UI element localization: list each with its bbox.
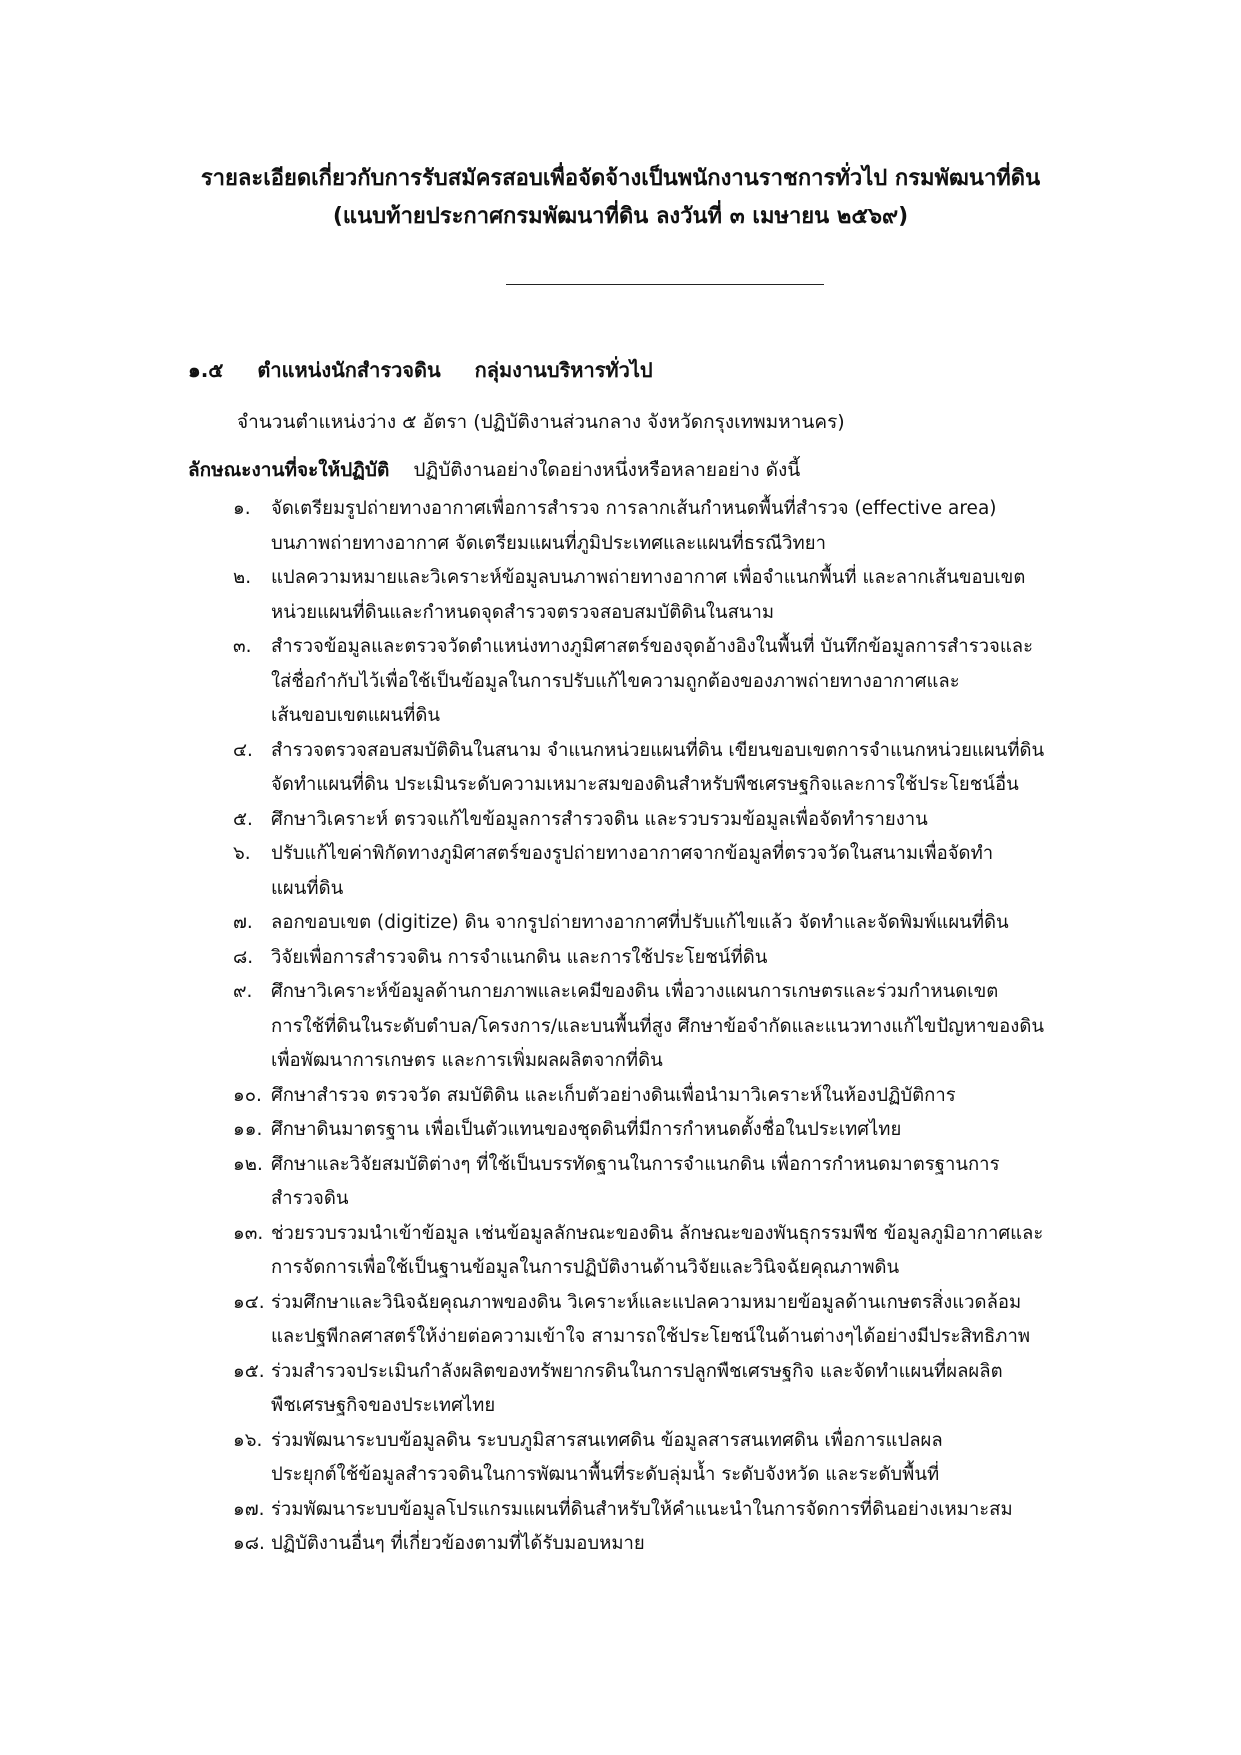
vacancy-text: จำนวนตำแหน่งว่าง ๕ อัตรา (ปฏิบัติงานส่วนกลาง จังหวัดกรุงเทพมหานคร) bbox=[237, 411, 845, 433]
duty-number: ๑. bbox=[233, 498, 251, 519]
duty-text bbox=[271, 941, 1133, 976]
duty-text-line: ลอกขอบเขต (digitize) ดิน จากรูปถ่ายทางอากาศที่ปรับแก้ไขแล้ว จัดทำและจัดพิมพ์แผนที่ดิน bbox=[271, 912, 1009, 933]
duty-text-line: ประยุกต์ใช้ข้อมูลสำรวจดินในการพัฒนาพื้นที่ระดับลุ่มน้ำ ระดับจังหวัด และระดับพื้นที่ bbox=[271, 1464, 940, 1485]
duty-text bbox=[271, 1286, 1133, 1355]
duty-item bbox=[233, 941, 1133, 976]
duty-number: ๑๘. bbox=[233, 1533, 265, 1554]
duty-item bbox=[233, 734, 1133, 803]
duty-text-line: ปรับแก้ไขค่าพิกัดทางภูมิศาสตร์ของรูปถ่ายทางอากาศจากข้อมูลที่ตรวจวัดในสนามเพื่อจัดทำ bbox=[271, 843, 994, 864]
section-heading bbox=[188, 354, 653, 386]
duty-number: ๙. bbox=[233, 981, 253, 1002]
duty-item bbox=[233, 1286, 1133, 1355]
document-title-line1: รายละเอียดเกี่ยวกับการรับสมัครสอบเพื่อจัดจ้างเป็นพนักงานราชการทั่วไป กรมพัฒนาที่ดิน bbox=[200, 166, 1041, 191]
duty-text bbox=[271, 837, 1133, 906]
duty-text-line: เส้นขอบเขตแผนที่ดิน bbox=[271, 705, 441, 726]
duty-text-line: ร่วมสำรวจประเมินกำลังผลิตของทรัพยากรดินในการปลูกพืชเศรษฐกิจ และจัดทำแผนที่ผลผลิต bbox=[271, 1360, 1003, 1382]
duty-number: ๘. bbox=[233, 946, 254, 968]
duty-text-line: ร่วมศึกษาและวินิจฉัยคุณภาพของดิน วิเคราะห์และแปลความหมายข้อมูลด้านเกษตรสิ่งแวดล้อม bbox=[271, 1291, 1022, 1313]
duty-text bbox=[271, 492, 1133, 561]
duty-text bbox=[271, 975, 1133, 1079]
section-number: ๑.๕ bbox=[188, 358, 224, 382]
duty-text-line: บนภาพถ่ายทางอากาศ จัดเตรียมแผนที่ภูมิประเทศและแผนที่ธรณีวิทยา bbox=[271, 532, 826, 554]
duty-text-line: วิจัยเพื่อการสำรวจดิน การจำแนกดิน และการใช้ประโยชน์ที่ดิน bbox=[271, 946, 768, 968]
duty-number: ๑๕. bbox=[233, 1360, 265, 1382]
duty-item bbox=[233, 630, 1133, 734]
duty-text bbox=[271, 906, 1133, 941]
duty-text-line: การใช้ที่ดินในระดับตำบล/โครงการ/และบนพื้นที่สูง ศึกษาข้อจำกัดและแนวทางแก้ไขปัญหาของดิน bbox=[271, 1015, 1044, 1037]
duty-text bbox=[271, 1113, 1133, 1148]
duty-item bbox=[233, 1355, 1133, 1424]
duty-text-line: และปฐพีกลศาสตร์ให้ง่ายต่อความเข้าใจ สามารถใช้ประโยชน์ในด้านต่างๆได้อย่างมีประสิทธิภาพ bbox=[271, 1326, 1031, 1347]
duty-item bbox=[233, 492, 1133, 561]
duties-intro: ปฏิบัติงานอย่างใดอย่างหนึ่งหรือหลายอย่าง ดังนี้ bbox=[413, 459, 801, 481]
duty-text-line: ศึกษาและวิจัยสมบัติต่างๆ ที่ใช้เป็นบรรทัดฐานในการจำแนกดิน เพื่อการกำหนดมาตรฐานการ bbox=[271, 1153, 1000, 1175]
duty-text-line: แผนที่ดิน bbox=[271, 877, 344, 899]
duty-number: ๓. bbox=[233, 636, 252, 657]
duty-number: ๕. bbox=[233, 808, 253, 830]
duty-number: ๒. bbox=[233, 567, 252, 588]
duty-number: ๔. bbox=[233, 739, 253, 761]
duties-heading bbox=[188, 455, 800, 485]
duty-text-line: สำรวจตรวจสอบสมบัติดินในสนาม จำแนกหน่วยแผนที่ดิน เขียนขอบเขตการจำแนกหน่วยแผนที่ดิน bbox=[271, 739, 1045, 761]
duty-text-line: ปฏิบัติงานอื่นๆ ที่เกี่ยวข้องตามที่ได้รับมอบหมาย bbox=[271, 1533, 645, 1554]
duty-text-line: จัดเตรียมรูปถ่ายทางอากาศเพื่อการสำรวจ การลากเส้นกำหนดพื้นที่สำรวจ (effective area) bbox=[271, 498, 997, 519]
duty-text bbox=[271, 1527, 1133, 1562]
duty-text bbox=[271, 1355, 1133, 1424]
duty-item bbox=[233, 561, 1133, 630]
duty-text bbox=[271, 1079, 1133, 1114]
duty-text-line: สำรวจดิน bbox=[271, 1188, 349, 1209]
duty-item bbox=[233, 1079, 1133, 1114]
duty-text bbox=[271, 1217, 1133, 1286]
duty-item bbox=[233, 1217, 1133, 1286]
duty-text-line: ร่วมพัฒนาระบบข้อมูลโปรแกรมแผนที่ดินสำหรับให้คำแนะนำในการจัดการที่ดินอย่างเหมาะสม bbox=[271, 1498, 1013, 1520]
duty-text-line: ศึกษาวิเคราะห์ข้อมูลด้านกายภาพและเคมีของดิน เพื่อวางแผนการเกษตรและร่วมกำหนดเขต bbox=[271, 981, 999, 1002]
duty-number: ๑๑. bbox=[233, 1119, 263, 1140]
duty-item bbox=[233, 1493, 1133, 1528]
duty-item bbox=[233, 906, 1133, 941]
duty-text-line: ศึกษาวิเคราะห์ ตรวจแก้ไขข้อมูลการสำรวจดิน และรวบรวมข้อมูลเพื่อจัดทำรายงาน bbox=[271, 808, 928, 830]
duty-text-line: จัดทำแผนที่ดิน ประเมินระดับความเหมาะสมของดินสำหรับพืชเศรษฐกิจและการใช้ประโยชน์อื่น bbox=[271, 774, 1019, 795]
duty-number: ๗. bbox=[233, 912, 253, 933]
duty-item bbox=[233, 803, 1133, 838]
duty-item bbox=[233, 1527, 1133, 1562]
duty-text-line: แปลความหมายและวิเคราะห์ข้อมูลบนภาพถ่ายทางอากาศ เพื่อจำแนกพื้นที่ และลากเส้นขอบเขต bbox=[271, 567, 1026, 588]
duty-text-line: สำรวจข้อมูลและตรวจวัดตำแหน่งทางภูมิศาสตร์ของจุดอ้างอิงในพื้นที่ บันทึกข้อมูลการสำรวจและ bbox=[271, 636, 1034, 657]
document-title-line2: (แนบท้ายประกาศกรมพัฒนาที่ดิน ลงวันที่ ๓ เมษายน ๒๕๖๙) bbox=[332, 204, 909, 229]
duty-text bbox=[271, 630, 1133, 734]
duty-text-line: เพื่อพัฒนาการเกษตร และการเพิ่มผลผลิตจากที่ดิน bbox=[271, 1050, 663, 1071]
duty-number: ๑๔. bbox=[233, 1291, 265, 1313]
duty-number: ๑๐. bbox=[233, 1084, 262, 1106]
duty-number: ๖. bbox=[233, 843, 251, 864]
duty-list bbox=[233, 492, 1133, 1562]
duties-label: ลักษณะงานที่จะให้ปฏิบัติ bbox=[188, 459, 390, 481]
duty-text-line: ศึกษาดินมาตรฐาน เพื่อเป็นตัวแทนของชุดดินที่มีการกำหนดตั้งชื่อในประเทศไทย bbox=[271, 1119, 902, 1140]
position-title: ตำแหน่งนักสำรวจดิน bbox=[257, 358, 441, 382]
duty-text bbox=[271, 1493, 1133, 1528]
duty-text-line: การจัดการเพื่อใช้เป็นฐานข้อมูลในการปฏิบัติงานด้านวิจัยและวินิจฉัยคุณภาพดิน bbox=[271, 1257, 900, 1278]
duty-text-line: หน่วยแผนที่ดินและกำหนดจุดสำรวจตรวจสอบสมบัติดินในสนาม bbox=[271, 601, 775, 623]
job-group: กลุ่มงานบริหารทั่วไป bbox=[474, 358, 653, 382]
duty-text-line: พืชเศรษฐกิจของประเทศไทย bbox=[271, 1395, 496, 1416]
duty-item bbox=[233, 1113, 1133, 1148]
duty-text bbox=[271, 734, 1133, 803]
duty-item bbox=[233, 837, 1133, 906]
duty-item bbox=[233, 1424, 1133, 1493]
duty-number: ๑๓. bbox=[233, 1222, 264, 1244]
duty-text bbox=[271, 803, 1133, 838]
duty-number: ๑๖. bbox=[233, 1429, 263, 1451]
duty-text-line: ช่วยรวบรวมนำเข้าข้อมูล เช่นข้อมูลลักษณะของดิน ลักษณะของพันธุกรรมพืช ข้อมูลภูมิอากาศและ bbox=[271, 1222, 1044, 1244]
duty-item bbox=[233, 1148, 1133, 1217]
duty-text-line: ร่วมพัฒนาระบบข้อมูลดิน ระบบภูมิสารสนเทศดิน ข้อมูลสารสนเทศดิน เพื่อการแปลผล bbox=[271, 1429, 943, 1451]
title-underline-divider bbox=[506, 284, 824, 285]
duty-item bbox=[233, 975, 1133, 1079]
duty-text bbox=[271, 1148, 1133, 1217]
duty-text-line: ศึกษาสำรวจ ตรวจวัด สมบัติดิน และเก็บตัวอย่างดินเพื่อนำมาวิเคราะห์ในห้องปฏิบัติการ bbox=[271, 1084, 956, 1106]
duty-number: ๑๗. bbox=[233, 1498, 265, 1520]
duty-number: ๑๒. bbox=[233, 1153, 263, 1175]
duty-text bbox=[271, 561, 1133, 630]
duty-text bbox=[271, 1424, 1133, 1493]
duty-text-line: ใส่ชื่อกำกับไว้เพื่อใช้เป็นข้อมูลในการปรับแก้ไขความถูกต้องของภาพถ่ายทางอากาศและ bbox=[271, 670, 960, 692]
